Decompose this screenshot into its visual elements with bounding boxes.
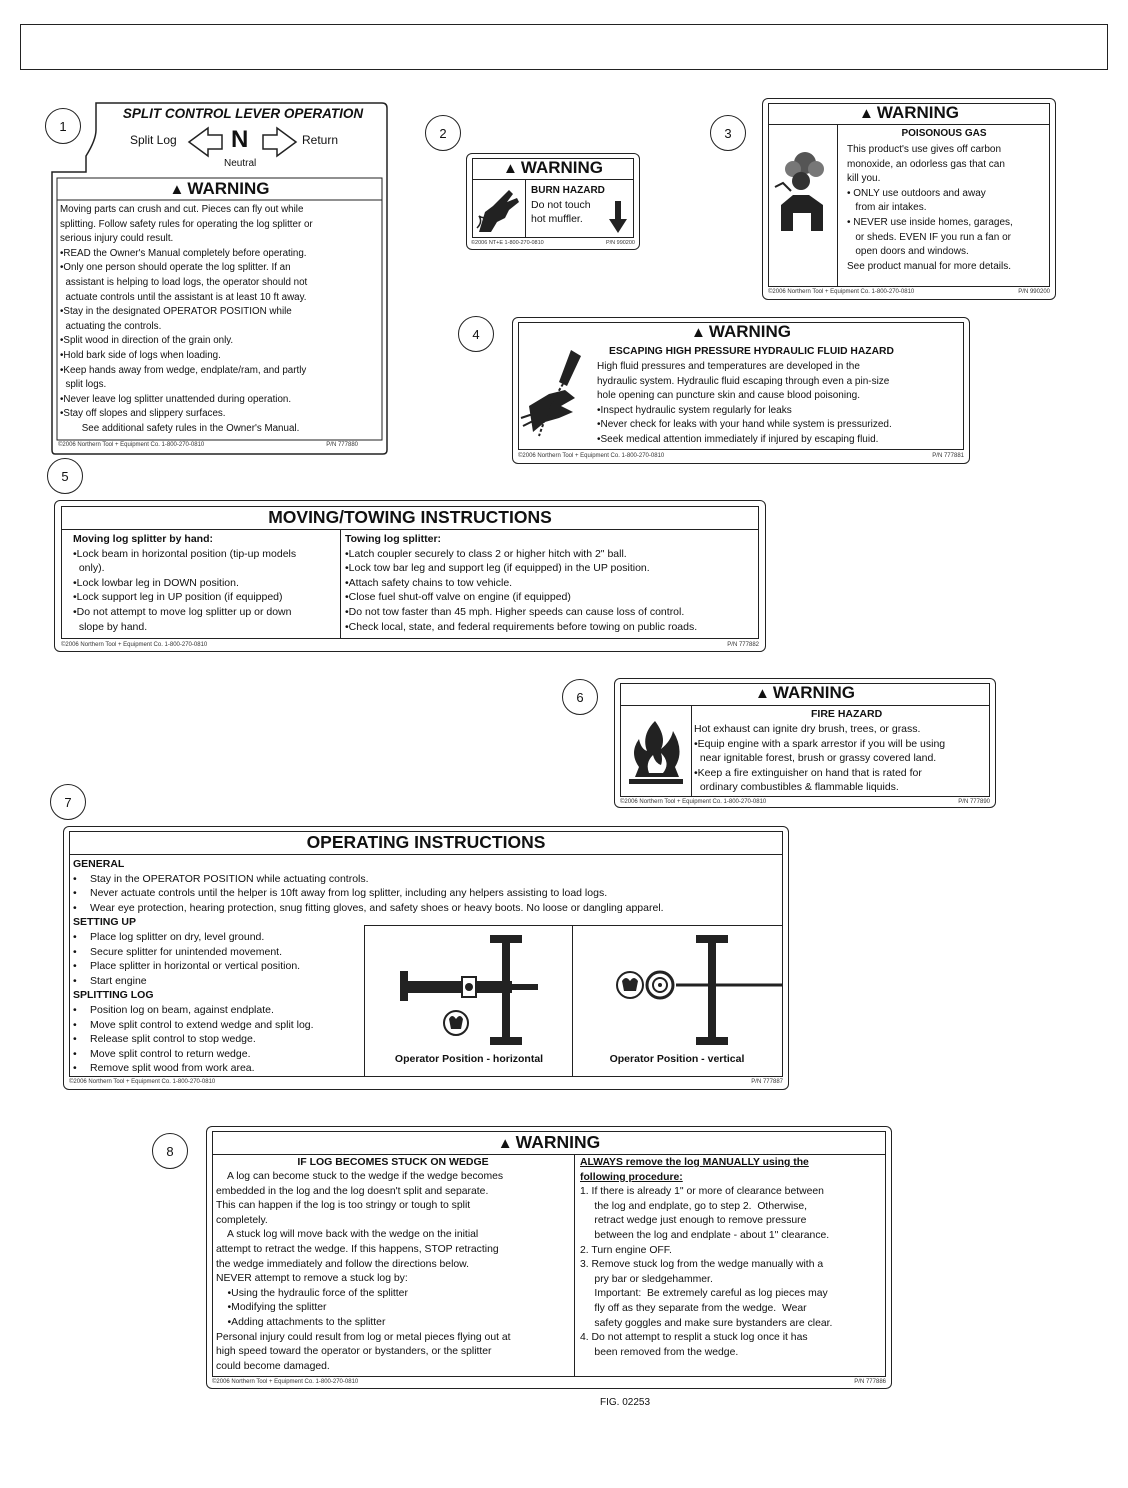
- moving-by-hand-heading: Moving log splitter by hand:: [73, 533, 213, 545]
- warning-triangle-icon: ▲: [690, 324, 706, 341]
- burn-line-1: Do not touch: [531, 199, 591, 211]
- line: Place log splitter on dry, level ground.: [90, 930, 265, 943]
- hydraulic-heading: ESCAPING HIGH PRESSURE HYDRAULIC FLUID HAZARD: [609, 346, 894, 357]
- line: Wear eye protection, hearing protection, snug fitting gloves, and safety shoes or heavy boots. No loose or dangling apparel.: [90, 901, 664, 914]
- warning-triangle-icon: ▲: [754, 685, 770, 702]
- line: Never actuate controls until the helper is 10ft away from log splitter, including any helpers assisting to load logs.: [90, 887, 608, 900]
- down-arrow-icon: [609, 201, 627, 233]
- stuck-log-heading: IF LOG BECOMES STUCK ON WEDGE: [297, 1156, 489, 1168]
- line: •Only one person should operate the log splitter. If an: [60, 262, 291, 274]
- line: •Equip engine with a spark arrestor if you will be using: [694, 737, 946, 750]
- callout-6: 6: [562, 679, 598, 715]
- line: •Modifying the splitter: [216, 1302, 327, 1314]
- line: Important: Be extremely careful as log pieces may: [580, 1288, 828, 1300]
- caption-horizontal: Operator Position - horizontal: [394, 1053, 544, 1065]
- setting-up-heading: SETTING UP: [73, 916, 137, 929]
- warning-word: WARNING: [708, 322, 792, 341]
- line: splitting. Follow safety rules for operating the log splitter or: [60, 218, 313, 230]
- line: Stay in the OPERATOR POSITION while actuating controls.: [90, 872, 369, 885]
- decal-split-control: [50, 100, 390, 456]
- line: open doors and windows.: [847, 246, 969, 258]
- decal-moving-towing: [54, 500, 766, 652]
- flame-icon: [627, 719, 685, 785]
- decal-fire-hazard: [614, 678, 996, 808]
- line: the wedge immediately and follow the directions below.: [216, 1258, 469, 1270]
- line: near ignitable forest, brush or grassy covered land.: [694, 752, 937, 765]
- line: •Stay in the designated OPERATOR POSITION while: [60, 306, 292, 318]
- line: from air intakes.: [847, 202, 927, 214]
- footer-copyright: ©2006 Northern Tool + Equipment Co. 1-800-270-0810: [620, 799, 767, 805]
- line: Position log on beam, against endplate.: [90, 1003, 274, 1016]
- line: This can happen if the log is too stringy or tough to split: [216, 1200, 471, 1212]
- warning-word: WARNING: [515, 1132, 601, 1152]
- horizontal-position-diagram: [366, 927, 572, 1055]
- warning-triangle-icon: ▲: [858, 105, 874, 122]
- general-heading: GENERAL: [73, 858, 125, 870]
- line: This product's use gives off carbon: [847, 144, 1002, 155]
- burn-hazard-heading: BURN HAZARD: [531, 185, 605, 196]
- line: 2. Turn engine OFF.: [580, 1244, 672, 1256]
- line: 1. If there is already 1" or more of clearance between: [580, 1186, 824, 1198]
- line: •Never leave log splitter unattended during operation.: [60, 393, 292, 405]
- callout-7: 7: [50, 784, 86, 820]
- line: High fluid pressures and temperatures are developed in the: [597, 361, 860, 372]
- footer-copyright: ©2006 Northern Tool + Equipment Co. 1-800-270-0810: [58, 442, 205, 448]
- fire-hazard-heading: FIRE HAZARD: [811, 708, 883, 720]
- hydraulic-injection-icon: [519, 346, 599, 442]
- poisonous-gas-heading: POISONOUS GAS: [901, 128, 987, 139]
- line: slope by hand.: [73, 620, 148, 633]
- footer-copyright: ©2006 Northern Tool + Equipment Co. 1-800-270-0810: [518, 453, 665, 459]
- divider: [572, 925, 573, 1077]
- footer-copyright: ©2006 Northern Tool + Equipment Co. 1-800-270-0810: [69, 1079, 216, 1085]
- line: ordinary combustibles & flammable liquids.: [694, 781, 899, 794]
- line: assistant is helping to load logs, the operator should not: [60, 276, 308, 288]
- divider: [691, 705, 692, 797]
- decal-3-body: [847, 143, 1013, 274]
- line: Release split control to stop wedge.: [90, 1033, 256, 1046]
- warning-word: WARNING: [876, 103, 960, 122]
- towing-column: [345, 532, 697, 634]
- stuck-log-right-column: [580, 1156, 832, 1360]
- procedure-heading: following procedure:: [580, 1171, 683, 1183]
- line: •Keep hands away from wedge, endplate/ram, and partly: [60, 364, 307, 376]
- line: 4. Do not attempt to resplit a stuck log once it has: [580, 1332, 808, 1344]
- line: •Stay off slopes and slippery surfaces.: [60, 408, 226, 420]
- footer-part-number: P/N 990200: [1018, 289, 1050, 295]
- decal-4-footer: [518, 453, 964, 460]
- decal-hydraulic-fluid: [512, 317, 970, 464]
- line: •READ the Owner's Manual completely before operating.: [60, 247, 307, 259]
- decal-4-body: [597, 360, 892, 448]
- line: •Latch coupler securely to class 2 or higher hitch with 2" ball.: [345, 547, 627, 560]
- warning-triangle-icon: ▲: [502, 160, 518, 177]
- line: high speed toward the operator or bystanders, or the splitter: [216, 1346, 492, 1358]
- footer-part-number: P/N 777886: [854, 1379, 886, 1385]
- line: Remove split wood from work area.: [90, 1062, 255, 1075]
- header-box: [20, 24, 1108, 70]
- line: actuate controls until the assistant is at least 10 ft away.: [60, 291, 307, 303]
- caption-vertical: Operator Position - vertical: [609, 1053, 745, 1065]
- operating-instructions-title: OPERATING INSTRUCTIONS: [69, 831, 783, 855]
- stuck-log-left-column: [216, 1170, 511, 1374]
- divider: [837, 124, 838, 287]
- line: •Lock tow bar leg and support leg (if equipped) in the UP position.: [345, 562, 650, 575]
- callout-5: 5: [47, 458, 83, 494]
- decal-1-warning-title: [57, 179, 382, 200]
- callout-1: 1: [45, 108, 81, 144]
- footer-copyright: ©2006 Northern Tool + Equipment Co. 1-800-270-0810: [212, 1379, 359, 1385]
- split-control-title: SPLIT CONTROL LEVER OPERATION: [122, 106, 364, 121]
- neutral-label: Neutral: [224, 158, 257, 169]
- decal-2-footer: [471, 240, 635, 247]
- line: •Using the hydraulic force of the splitter: [216, 1287, 408, 1299]
- burn-hand-icon: [475, 182, 521, 234]
- warning-word: WARNING: [520, 158, 604, 177]
- line: fly off as they separate from the wedge. Wear: [580, 1302, 807, 1314]
- decal-7-footer: [69, 1079, 783, 1086]
- footer-part-number: P/N 990200: [605, 240, 635, 246]
- line: NEVER attempt to remove a stuck log by:: [216, 1273, 408, 1285]
- line: •Lock support leg in UP position (if equipped): [73, 591, 283, 604]
- decal-stuck-log-warning: [206, 1126, 892, 1389]
- line: pry bar or sledgehammer.: [580, 1273, 713, 1285]
- warning-triangle-icon: ▲: [497, 1135, 513, 1152]
- warning-word: WARNING: [187, 179, 270, 198]
- line: • ONLY use outdoors and away: [847, 187, 986, 199]
- callout-8: 8: [152, 1133, 188, 1169]
- line: the log and endplate, go to step 2. Otherwise,: [580, 1200, 808, 1212]
- line: Place splitter in horizontal or vertical position.: [90, 960, 301, 973]
- procedure-heading: ALWAYS remove the log MANUALLY using the: [580, 1157, 809, 1168]
- decal-6-footer: [620, 799, 990, 806]
- callout-2: 2: [425, 115, 461, 151]
- return-label: Return: [302, 133, 339, 147]
- line: retract wedge just enough to remove pressure: [580, 1215, 807, 1227]
- line: •Hold bark side of logs when loading.: [60, 349, 221, 361]
- decal-8-warning-title: [212, 1131, 886, 1155]
- line: monoxide, an odorless gas that can: [847, 158, 1005, 170]
- footer-part-number: P/N 777890: [958, 799, 990, 805]
- moving-by-hand-column: [73, 532, 296, 634]
- line: Move split control to return wedge.: [90, 1047, 251, 1060]
- warning-triangle-icon: ▲: [169, 181, 185, 198]
- line: •Do not attempt to move log splitter up or down: [73, 605, 292, 618]
- line: kill you.: [847, 173, 881, 185]
- line: Start engine: [90, 974, 147, 987]
- line: •Attach safety chains to tow vehicle.: [345, 576, 513, 589]
- decal-operating-instructions: [63, 826, 789, 1090]
- line: •Lock beam in horizontal position (tip-up models: [73, 547, 297, 560]
- line: • NEVER use inside homes, garages,: [847, 216, 1013, 228]
- line: or sheds. EVEN IF you run a fan or: [847, 231, 1011, 243]
- line: Moving parts can crush and cut. Pieces can fly out while: [60, 204, 304, 215]
- poisonous-gas-person-icon: [771, 147, 833, 233]
- footer-part-number: P/N 777882: [727, 642, 759, 648]
- line: •Inspect hydraulic system regularly for leaks: [597, 404, 792, 416]
- line: hydraulic system. Hydraulic fluid escaping through even a pin-size: [597, 375, 890, 387]
- line: been removed from the wedge.: [580, 1346, 739, 1358]
- footer-part-number: P/N 777880: [326, 442, 358, 448]
- line: 3. Remove stuck log from the wedge manually with a: [580, 1259, 824, 1271]
- line: safety goggles and make sure bystanders are clear.: [580, 1317, 833, 1329]
- divider: [620, 705, 990, 706]
- footer-copyright: ©2006 Northern Tool + Equipment Co. 1-800-270-0810: [768, 289, 915, 295]
- line: A log can become stuck to the wedge if the wedge becomes: [216, 1171, 504, 1182]
- footer-part-number: P/N 777881: [932, 453, 964, 459]
- line: •Check local, state, and federal requirements before towing on public roads.: [345, 620, 698, 633]
- line: hole opening can puncture skin and cause blood poisoning.: [597, 390, 860, 402]
- decal-4-warning-title: [518, 322, 964, 343]
- line: See product manual for more details.: [847, 260, 1011, 272]
- line: actuating the controls.: [60, 320, 162, 332]
- footer-copyright: ©2006 NT+E 1-800-270-0810: [471, 240, 544, 246]
- towing-heading: Towing log splitter:: [345, 533, 442, 545]
- line: could become damaged.: [216, 1360, 330, 1372]
- line: •Lock lowbar leg in DOWN position.: [73, 576, 239, 589]
- decal-6-body: [694, 722, 945, 795]
- decal-1-footer: [58, 442, 358, 449]
- line: Personal injury could result from log or metal pieces flying out at: [216, 1331, 511, 1343]
- divider: [340, 530, 341, 639]
- vertical-position-diagram: [576, 927, 782, 1055]
- line: only).: [73, 562, 105, 575]
- warning-word: WARNING: [772, 683, 856, 702]
- divider: [525, 179, 526, 238]
- callout-4: 4: [458, 316, 494, 352]
- decal-6-warning-title: [620, 683, 990, 704]
- decal-burn-hazard: [466, 153, 640, 250]
- footer-copyright: ©2006 Northern Tool + Equipment Co. 1-800-270-0810: [61, 642, 208, 648]
- line: •Seek medical attention immediately if injured by escaping fluid.: [597, 433, 879, 445]
- decal-8-footer: [212, 1379, 886, 1386]
- line: •Split wood in direction of the grain only.: [60, 335, 234, 347]
- figure-label: FIG. 02253: [600, 1397, 651, 1408]
- callout-3: 3: [710, 115, 746, 151]
- line: Hot exhaust can ignite dry brush, trees, or grass.: [694, 723, 921, 735]
- burn-line-2: hot muffler.: [531, 213, 583, 225]
- line: completely.: [216, 1214, 268, 1226]
- line: See additional safety rules in the Owner's Manual.: [60, 422, 300, 434]
- line: •Keep a fire extinguisher on hand that is rated for: [694, 766, 922, 779]
- line: •Never check for leaks with your hand while system is pressurized.: [597, 419, 892, 431]
- decal-5-footer: [61, 642, 759, 649]
- line: serious injury could result.: [60, 233, 174, 245]
- line: between the log and endplate - about 1" clearance.: [580, 1229, 830, 1241]
- split-log-label: Split Log: [130, 133, 177, 147]
- splitting-log-heading: SPLITTING LOG: [73, 989, 154, 1002]
- moving-towing-title: MOVING/TOWING INSTRUCTIONS: [61, 506, 759, 530]
- line: Move split control to extend wedge and split log.: [90, 1018, 314, 1031]
- line: •Adding attachments to the splitter: [216, 1316, 386, 1328]
- divider: [574, 1155, 575, 1377]
- decal-3-warning-title: [768, 103, 1050, 125]
- line: Secure splitter for unintended movement.: [90, 945, 283, 958]
- line: split logs.: [60, 379, 107, 391]
- neutral-n-label: N: [231, 126, 249, 153]
- footer-part-number: P/N 777887: [751, 1079, 783, 1085]
- line: A stuck log will move back with the wedge on the initial: [216, 1229, 479, 1241]
- decal-poisonous-gas: [762, 98, 1056, 300]
- line: embedded in the log and the log doesn't split and separate.: [216, 1185, 489, 1197]
- decal-1-body: [60, 203, 313, 437]
- decal-3-footer: [768, 289, 1050, 296]
- line: •Do not tow faster than 45 mph. Higher speeds can cause loss of control.: [345, 605, 685, 618]
- line: attempt to retract the wedge. If this happens, STOP retracting: [216, 1243, 499, 1255]
- general-section: GENERAL • Stay in the OPERATOR POSITION while actuating controls. • Never actuate controls until the helper is 10ft away from log splitter, including any helpers assisting to load logs. • Wear eye protection, hearing protection, snug fitting gloves, and safety shoes or heavy boots. No loose or dangling apparel. SETTING UP • Place log splitter on dry, level ground. • Secure splitter for unintended movement. • Place splitter in horizontal or vertical position. • Start engine SPLITTING LOG • Position log on beam, against endplate. • Move split control to extend wedge and split log. • Release split control to stop wedge. • Move split control to return wedge. • Remove split wood from work area.: [73, 858, 664, 1075]
- line: •Close fuel shut-off valve on engine (if equipped): [345, 591, 571, 604]
